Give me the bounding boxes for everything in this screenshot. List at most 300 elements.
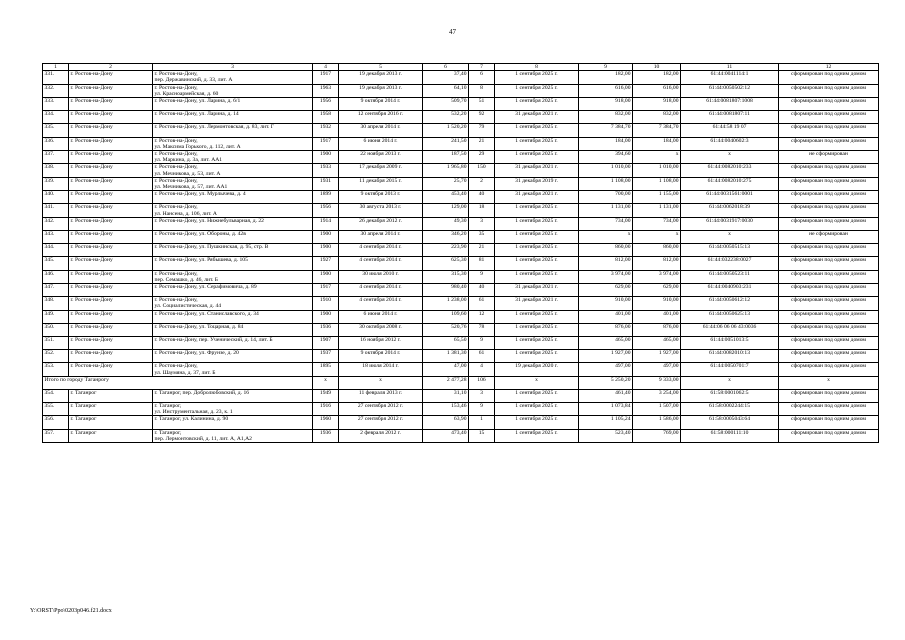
table-cell: 61:58:0005043:64 xyxy=(681,416,779,429)
table-cell: сформирован под одним домом xyxy=(779,270,879,283)
table-cell: 1 381,30 xyxy=(423,350,469,363)
table-cell: 9 октября 2013 г. xyxy=(339,191,423,204)
table-cell: 355. xyxy=(43,403,69,416)
table-cell: 910,00 xyxy=(579,297,633,310)
subtotal-cell: х xyxy=(339,376,423,389)
table-cell: 9 октября 2014 г. xyxy=(339,350,423,363)
table-cell: 21 xyxy=(469,137,495,150)
table-cell: г. Ростов-на-Дону xyxy=(69,230,153,243)
table-cell: 1 сентября 2025 г. xyxy=(495,310,579,323)
table-cell: сформирован под одним домом xyxy=(779,98,879,111)
table-cell: 1 105,24 xyxy=(579,416,633,429)
table-cell: сформирован под одним домом xyxy=(779,111,879,124)
table-cell: 109,60 xyxy=(423,310,469,323)
table-cell: 1 сентября 2025 г. xyxy=(495,416,579,429)
table-cell: сформирован под одним домом xyxy=(779,244,879,257)
table-cell: 12 сентября 2016 г. xyxy=(339,111,423,124)
table-cell: г. Ростов-на-Дону, ул. Нижнебульварная, д. 22 xyxy=(153,217,313,230)
table-cell: 40 xyxy=(469,191,495,204)
table-cell: 19 декабря 2013 г. xyxy=(339,84,423,97)
table-cell: г. Таганрог xyxy=(69,429,153,442)
table-cell: г. Ростов-на-Дону, ул. Социалистическая, д. 44 xyxy=(153,297,313,310)
table-cell: г. Ростов-на-Дону xyxy=(69,297,153,310)
table-cell: 31 декабря 2021 г. xyxy=(495,111,579,124)
table-cell: сформирован под одним домом xyxy=(779,297,879,310)
table-cell: 31 декабря 2021 г. xyxy=(495,283,579,296)
table-cell: 333. xyxy=(43,98,69,111)
table-row xyxy=(43,270,879,283)
table-cell: 354. xyxy=(43,389,69,402)
table-cell: 1 073,84 xyxy=(579,403,633,416)
table-cell: г. Таганрог, пер. Лермонтовский, д. 11, лит. А, А1,А2 xyxy=(153,429,313,442)
table-cell: 7 384,70 xyxy=(633,124,681,137)
table-cell: 347. xyxy=(43,283,69,296)
table-cell: 61:44:0040602:3 xyxy=(681,137,779,150)
table-cell: г. Ростов-на-Дону xyxy=(69,244,153,257)
table-cell: 1900 xyxy=(313,244,339,257)
table-cell: г. Ростов-на-Дону xyxy=(69,137,153,150)
table-row xyxy=(43,323,879,336)
table-cell: 2 февраля 2012 г. xyxy=(339,429,423,442)
table-cell: 19 декабря 2013 г. xyxy=(339,71,423,84)
column-header: 9 xyxy=(579,64,633,71)
table-cell: 47,00 xyxy=(423,363,469,376)
table-cell: 81 xyxy=(469,257,495,270)
table-cell: 63,90 xyxy=(423,416,469,429)
table-cell: 61:44:032238:0027 xyxy=(681,257,779,270)
table-cell: 1 сентября 2025 г. xyxy=(495,71,579,84)
table-cell: 629,00 xyxy=(579,283,633,296)
table-cell: 616,00 xyxy=(633,84,681,97)
table-cell: 35 xyxy=(469,230,495,243)
table-cell: сформирован под одним домом xyxy=(779,283,879,296)
table-cell: 184,00 xyxy=(579,137,633,150)
table-cell: 918,00 xyxy=(633,98,681,111)
table-cell: 65,50 xyxy=(423,336,469,349)
subtotal-cell: 106 xyxy=(469,376,495,389)
table-cell: 1 131,00 xyxy=(579,204,633,217)
table-row xyxy=(43,164,879,177)
table-cell: 356. xyxy=(43,416,69,429)
table-cell: 876,00 xyxy=(579,323,633,336)
table-cell: 331. xyxy=(43,71,69,84)
table-row xyxy=(43,204,879,217)
table-cell: 351. xyxy=(43,336,69,349)
table-cell: сформирован под одним домом xyxy=(779,310,879,323)
table-cell: г. Ростов-на-Дону xyxy=(69,217,153,230)
table-cell: г. Ростов-на-Дону xyxy=(69,71,153,84)
subtotal-row xyxy=(43,376,879,389)
table-cell: 61:44:0082010:13 xyxy=(681,350,779,363)
table-cell: 353. xyxy=(43,363,69,376)
table-cell: 340. xyxy=(43,191,69,204)
table-cell: 1963 xyxy=(313,84,339,97)
table-cell: 1 сентября 2025 г. xyxy=(495,336,579,349)
table-cell: 453,40 xyxy=(423,191,469,204)
table-cell: 31,10 xyxy=(423,389,469,402)
table-cell: г. Ростов-на-Дону xyxy=(69,177,153,190)
table-cell: г. Ростов-на-Дону, ул. Ларина, д. 14 xyxy=(153,111,313,124)
table-cell: 812,00 xyxy=(633,257,681,270)
table-cell: 61:44:0031917:0030 xyxy=(681,217,779,230)
table-cell: 349. xyxy=(43,310,69,323)
table-cell: 129,00 xyxy=(423,204,469,217)
table-cell: 241,50 xyxy=(423,137,469,150)
table-cell: 51 xyxy=(469,98,495,111)
table-cell: 1956 xyxy=(313,204,339,217)
table-cell: сформирован под одним домом xyxy=(779,177,879,190)
table-cell: 15 xyxy=(469,429,495,442)
table-cell: сформирован под одним домом xyxy=(779,137,879,150)
table-cell: 61 xyxy=(469,297,495,310)
table-cell: 1910 xyxy=(313,297,339,310)
table-cell: 734,00 xyxy=(579,217,633,230)
column-header: 7 xyxy=(469,64,495,71)
table-cell: 1 сентября 2025 г. xyxy=(495,323,579,336)
table-cell: не сформирован xyxy=(779,150,879,163)
table-cell: 61:44:0082010:233 xyxy=(681,164,779,177)
subtotal-cell: 9 333,00 xyxy=(633,376,681,389)
table-cell: 19 декабря 2020 г. xyxy=(495,363,579,376)
table-cell: сформирован под одним домом xyxy=(779,84,879,97)
table-cell: сформирован под одним домом xyxy=(779,124,879,137)
column-header: 8 xyxy=(495,64,579,71)
table-cell: 401,00 xyxy=(579,310,633,323)
table-cell: 769,00 xyxy=(633,429,681,442)
table-cell: 918,00 xyxy=(579,98,633,111)
table-cell: 465,00 xyxy=(633,336,681,349)
table-cell: 31 декабря 2021 г. xyxy=(495,297,579,310)
table-cell: 860,00 xyxy=(579,244,633,257)
table-cell: 64,10 xyxy=(423,84,469,97)
table-cell: 1900 xyxy=(313,230,339,243)
table-cell: 1 010,00 xyxy=(579,164,633,177)
table-cell: г. Таганрог, пер. Добролюбовский, д. 16 xyxy=(153,389,313,402)
table-cell: 1936 xyxy=(313,323,339,336)
table-row xyxy=(43,137,879,150)
column-header: 4 xyxy=(313,64,339,71)
table-cell: 473,40 xyxy=(423,429,469,442)
table-cell: 1900 xyxy=(313,310,339,323)
table-cell: г. Таганрог xyxy=(69,389,153,402)
table-cell: 31 декабря 2021 г. xyxy=(495,164,579,177)
table-cell: 9 xyxy=(469,270,495,283)
table-cell: 8 xyxy=(469,84,495,97)
column-header: 6 xyxy=(423,64,469,71)
table-row xyxy=(43,230,879,243)
table-cell: г. Таганрог xyxy=(69,416,153,429)
table-cell: 346,20 xyxy=(423,230,469,243)
table-cell: 9 xyxy=(469,336,495,349)
table-cell: 1 xyxy=(469,416,495,429)
table-cell: 332. xyxy=(43,84,69,97)
table-cell: сформирован под одним домом xyxy=(779,164,879,177)
table-cell: 223,90 xyxy=(423,244,469,257)
table-cell: 18 июля 2014 г. xyxy=(339,363,423,376)
table-cell: 1960 xyxy=(313,416,339,429)
table-cell: 9 октября 2014 г. xyxy=(339,98,423,111)
table-cell: 40 xyxy=(469,283,495,296)
table-cell: 31 декабря 2021 г. xyxy=(495,191,579,204)
table-cell: 357. xyxy=(43,429,69,442)
table-row xyxy=(43,350,879,363)
table-cell: 532,20 xyxy=(423,111,469,124)
table-cell: 1 сентября 2025 г. xyxy=(495,429,579,442)
table-cell: 61:44:0050523:11 xyxy=(681,270,779,283)
table-cell: 1958 xyxy=(313,111,339,124)
table-row xyxy=(43,111,879,124)
table-cell: 497,00 xyxy=(579,363,633,376)
page-number: 47 xyxy=(449,28,456,36)
table-cell: 22 ноября 2013 г. xyxy=(339,150,423,163)
footer-file-path: Y:\ORST\Ppo\0203p046.f21.docx xyxy=(30,608,112,614)
table-row xyxy=(43,71,879,84)
table-cell: 394,60 xyxy=(579,150,633,163)
table-cell: 1 сентября 2025 г. xyxy=(495,150,579,163)
table-cell: 876,00 xyxy=(633,323,681,336)
table-cell: г. Ростов-на-Дону, ул. Ларина, д. 6/1 xyxy=(153,98,313,111)
table-cell: г. Ростов-на-Дону xyxy=(69,363,153,376)
table-cell: 61:44:0082010:275 xyxy=(681,177,779,190)
table-cell: 1917 xyxy=(313,283,339,296)
column-number-row xyxy=(43,64,879,71)
table-row xyxy=(43,389,879,402)
table-cell: 3 254,00 xyxy=(633,389,681,402)
table-cell: 980,40 xyxy=(423,283,469,296)
table-cell: 187,50 xyxy=(423,150,469,163)
table-cell: 345. xyxy=(43,257,69,270)
table-cell: 61:44:0050625:13 xyxy=(681,310,779,323)
table-cell: 1 131,00 xyxy=(633,204,681,217)
table-cell: 6 июня 2014 г. xyxy=(339,310,423,323)
table-cell: г. Таганрог, ул. Инструментальная, д. 23, к. 1 xyxy=(153,403,313,416)
table-cell: 61:44:0050612:12 xyxy=(681,297,779,310)
table-cell: 30 апреля 2014 г. xyxy=(339,230,423,243)
table-cell: сформирован под одним домом xyxy=(779,217,879,230)
table-cell: 335. xyxy=(43,124,69,137)
column-header: 11 xyxy=(681,64,779,71)
table-cell: г. Ростов-на-Дону, ул. Пушкинская, д. 95, стр. В xyxy=(153,244,313,257)
table-cell: 4 сентября 2014 г. xyxy=(339,244,423,257)
table-cell: сформирован под одним домом xyxy=(779,416,879,429)
table-cell: 352. xyxy=(43,350,69,363)
table-cell: 3 xyxy=(469,217,495,230)
table-cell: 1895 xyxy=(313,363,339,376)
table-cell: 734,00 xyxy=(633,217,681,230)
table-cell: 1 сентября 2025 г. xyxy=(495,350,579,363)
table-cell: 334. xyxy=(43,111,69,124)
table-cell: 2 xyxy=(469,177,495,190)
table-cell: 910,00 xyxy=(633,297,681,310)
table-cell: 9 xyxy=(469,403,495,416)
table-row xyxy=(43,403,879,416)
table-cell: 1917 xyxy=(313,71,339,84)
table-row xyxy=(43,297,879,310)
table-row xyxy=(43,416,879,429)
table-cell: г. Ростов-на-Дону xyxy=(69,164,153,177)
table-cell: 1932 xyxy=(313,124,339,137)
table-cell: 4 сентября 2014 г. xyxy=(339,257,423,270)
table-cell: 1 сентября 2025 г. xyxy=(495,257,579,270)
table-cell: 341. xyxy=(43,204,69,217)
table-cell: г. Ростов-на-Дону, пер. Семашко, д. 46, лит. Б xyxy=(153,270,313,283)
table-cell: 1916 xyxy=(313,403,339,416)
table-cell: г. Ростов-на-Дону, ул. Красноармейская, д. 60 xyxy=(153,84,313,97)
table-cell: сформирован под одним домом xyxy=(779,204,879,217)
column-header: 2 xyxy=(69,64,153,71)
table-cell: г. Ростов-на-Дону, пер. Державинский, д. 33, лит. А xyxy=(153,71,313,84)
table-cell: 30 октября 2008 г. xyxy=(339,323,423,336)
table-cell: 1 сентября 2025 г. xyxy=(495,403,579,416)
table-row xyxy=(43,98,879,111)
table-cell: 401,00 xyxy=(633,310,681,323)
column-header: 12 xyxy=(779,64,879,71)
table-cell: 21 xyxy=(469,244,495,257)
table-cell: г. Ростов-на-Дону, ул. Рябышева, д. 105 xyxy=(153,257,313,270)
table-row xyxy=(43,244,879,257)
table-cell: 182,00 xyxy=(579,71,633,84)
table-cell: 1 сентября 2025 г. xyxy=(495,204,579,217)
table-cell: 11 декабря 2015 г. xyxy=(339,177,423,190)
table-cell: г. Ростов-на-Дону, ул. Фрунзе, д. 20 xyxy=(153,350,313,363)
table-cell: 461,40 xyxy=(579,389,633,402)
table-cell: сформирован под одним домом xyxy=(779,257,879,270)
table-cell: 49,30 xyxy=(423,217,469,230)
table-cell: не сформирован xyxy=(779,230,879,243)
table-cell: 61:44:0031561:0001 xyxy=(681,191,779,204)
table-cell: 30 апреля 2014 г. xyxy=(339,124,423,137)
table-cell: 1 сентября 2025 г. xyxy=(495,270,579,283)
table-cell: 16 ноября 2012 г. xyxy=(339,336,423,349)
table-cell: г. Ростов-на-Дону, ул. Шаумяна, д. 37, лит. Б xyxy=(153,363,313,376)
table-cell: 342. xyxy=(43,217,69,230)
table-cell: 3 974,00 xyxy=(579,270,633,283)
table-row xyxy=(43,336,879,349)
table-cell: 343. xyxy=(43,230,69,243)
table-cell: г. Ростов-на-Дону xyxy=(69,204,153,217)
table-cell: г. Ростов-на-Дону, ул. Мечникова, д. 57, лит. АА1 xyxy=(153,177,313,190)
table-cell: 1914 xyxy=(313,217,339,230)
table-cell: 465,00 xyxy=(579,336,633,349)
table-row xyxy=(43,177,879,190)
table-cell: 61:58:0002244:15 xyxy=(681,403,779,416)
table-cell: 61:44:0040903:231 xyxy=(681,283,779,296)
table-cell: сформирован под одним домом xyxy=(779,336,879,349)
table-cell: г. Ростов-на-Дону, ул. Станиславского, д. 34 xyxy=(153,310,313,323)
table-cell: г. Ростов-на-Дону, ул. Обороны, д. 42в xyxy=(153,230,313,243)
table-cell: г. Ростов-на-Дону xyxy=(69,336,153,349)
table-cell: 1933 xyxy=(313,164,339,177)
table-cell: 616,00 xyxy=(579,84,633,97)
table-cell: 1900 xyxy=(313,270,339,283)
subtotal-cell: х xyxy=(681,376,779,389)
table-cell: 25,70 xyxy=(423,177,469,190)
table-cell: 1937 xyxy=(313,350,339,363)
table-cell: г. Ростов-на-Дону, ул. Маркина, д. 3а, лит. АА1 xyxy=(153,150,313,163)
table-cell: 812,00 xyxy=(579,257,633,270)
table-row xyxy=(43,217,879,230)
table-cell: 1 сентября 2025 г. xyxy=(495,389,579,402)
table-cell: 700,00 xyxy=(579,191,633,204)
table-cell: 61:44:58 19 07 xyxy=(681,124,779,137)
table-row xyxy=(43,84,879,97)
table-cell: 79 xyxy=(469,124,495,137)
table-cell: 37,40 xyxy=(423,71,469,84)
table-cell: г. Ростов-на-Дону xyxy=(69,111,153,124)
table-cell: 31 декабря 2019 г. xyxy=(495,177,579,190)
table-cell: х xyxy=(681,150,779,163)
table-cell: г. Ростов-на-Дону, ул. Нансена, д. 106, лит. А xyxy=(153,204,313,217)
table-cell: 497,00 xyxy=(633,363,681,376)
table-cell: 1 927,00 xyxy=(633,350,681,363)
table-cell: 26 декабря 2012 г. xyxy=(339,217,423,230)
table-cell: 1917 xyxy=(313,137,339,150)
table-cell: 61:44:0050515:13 xyxy=(681,244,779,257)
table-cell: 1 сентября 2025 г. xyxy=(495,124,579,137)
table-cell: 3 xyxy=(469,389,495,402)
table-cell: г. Ростов-на-Дону, ул. Тоцарная, д. 84 xyxy=(153,323,313,336)
table-cell: 520,76 xyxy=(423,323,469,336)
table-cell: 625,30 xyxy=(423,257,469,270)
table-cell: 1927 xyxy=(313,257,339,270)
table-cell: 18 xyxy=(469,204,495,217)
table-cell: г. Ростов-на-Дону xyxy=(69,124,153,137)
table-cell: 1907 xyxy=(313,336,339,349)
table-cell: 4 сентября 2014 г. xyxy=(339,283,423,296)
table-row xyxy=(43,310,879,323)
table-row xyxy=(43,257,879,270)
table-cell: 1899 xyxy=(313,191,339,204)
table-cell: 61:58:000111:10 xyxy=(681,429,779,442)
table-cell: г. Ростов-на-Дону, ул. Лермонтовская, д. 83, лит. Г xyxy=(153,124,313,137)
column-header: 1 xyxy=(43,64,69,71)
table-cell: 1 010,00 xyxy=(633,164,681,177)
table-cell: сформирован под одним домом xyxy=(779,363,879,376)
table-cell: 1 сентября 2025 г. xyxy=(495,244,579,257)
table-cell: г. Ростов-на-Дону xyxy=(69,270,153,283)
table-cell: г. Ростов-на-Дону xyxy=(69,350,153,363)
table-cell: 337. xyxy=(43,150,69,163)
table-cell: г. Ростов-на-Дону xyxy=(69,310,153,323)
table-cell: 346. xyxy=(43,270,69,283)
table-cell: 350. xyxy=(43,323,69,336)
column-header: 10 xyxy=(633,64,681,71)
table-cell: 315,30 xyxy=(423,270,469,283)
table-cell: 1 520,20 xyxy=(423,124,469,137)
table-cell: сформирован под одним домом xyxy=(779,350,879,363)
subtotal-label: Итого по городу Таганрогу xyxy=(43,376,313,389)
table-cell: г. Ростов-на-Дону xyxy=(69,150,153,163)
table-cell: 78 xyxy=(469,323,495,336)
table-cell: 61:44:0081807:1008 xyxy=(681,98,779,111)
table-cell: 509,70 xyxy=(423,98,469,111)
table-cell: 7 384,70 xyxy=(579,124,633,137)
table-cell: 832,00 xyxy=(633,111,681,124)
table-cell: 61:44:06 06 06 43:0036 xyxy=(681,323,779,336)
subtotal-cell: х xyxy=(313,376,339,389)
table-cell: сформирован под одним домом xyxy=(779,429,879,442)
table-cell: 1 сентября 2025 г. xyxy=(495,137,579,150)
table-cell: 30 августа 2013 г. xyxy=(339,204,423,217)
table-cell: 1 108,00 xyxy=(579,177,633,190)
table-cell: 6 июня 2014 г. xyxy=(339,137,423,150)
table-cell: г. Таганрог, ул. Калинина, д. 90 xyxy=(153,416,313,429)
table-cell: 30 июля 2010 г. xyxy=(339,270,423,283)
table-cell: 1 238,00 xyxy=(423,297,469,310)
table-cell: 1931 xyxy=(313,177,339,190)
table-row xyxy=(43,429,879,442)
table-cell: х xyxy=(633,230,681,243)
